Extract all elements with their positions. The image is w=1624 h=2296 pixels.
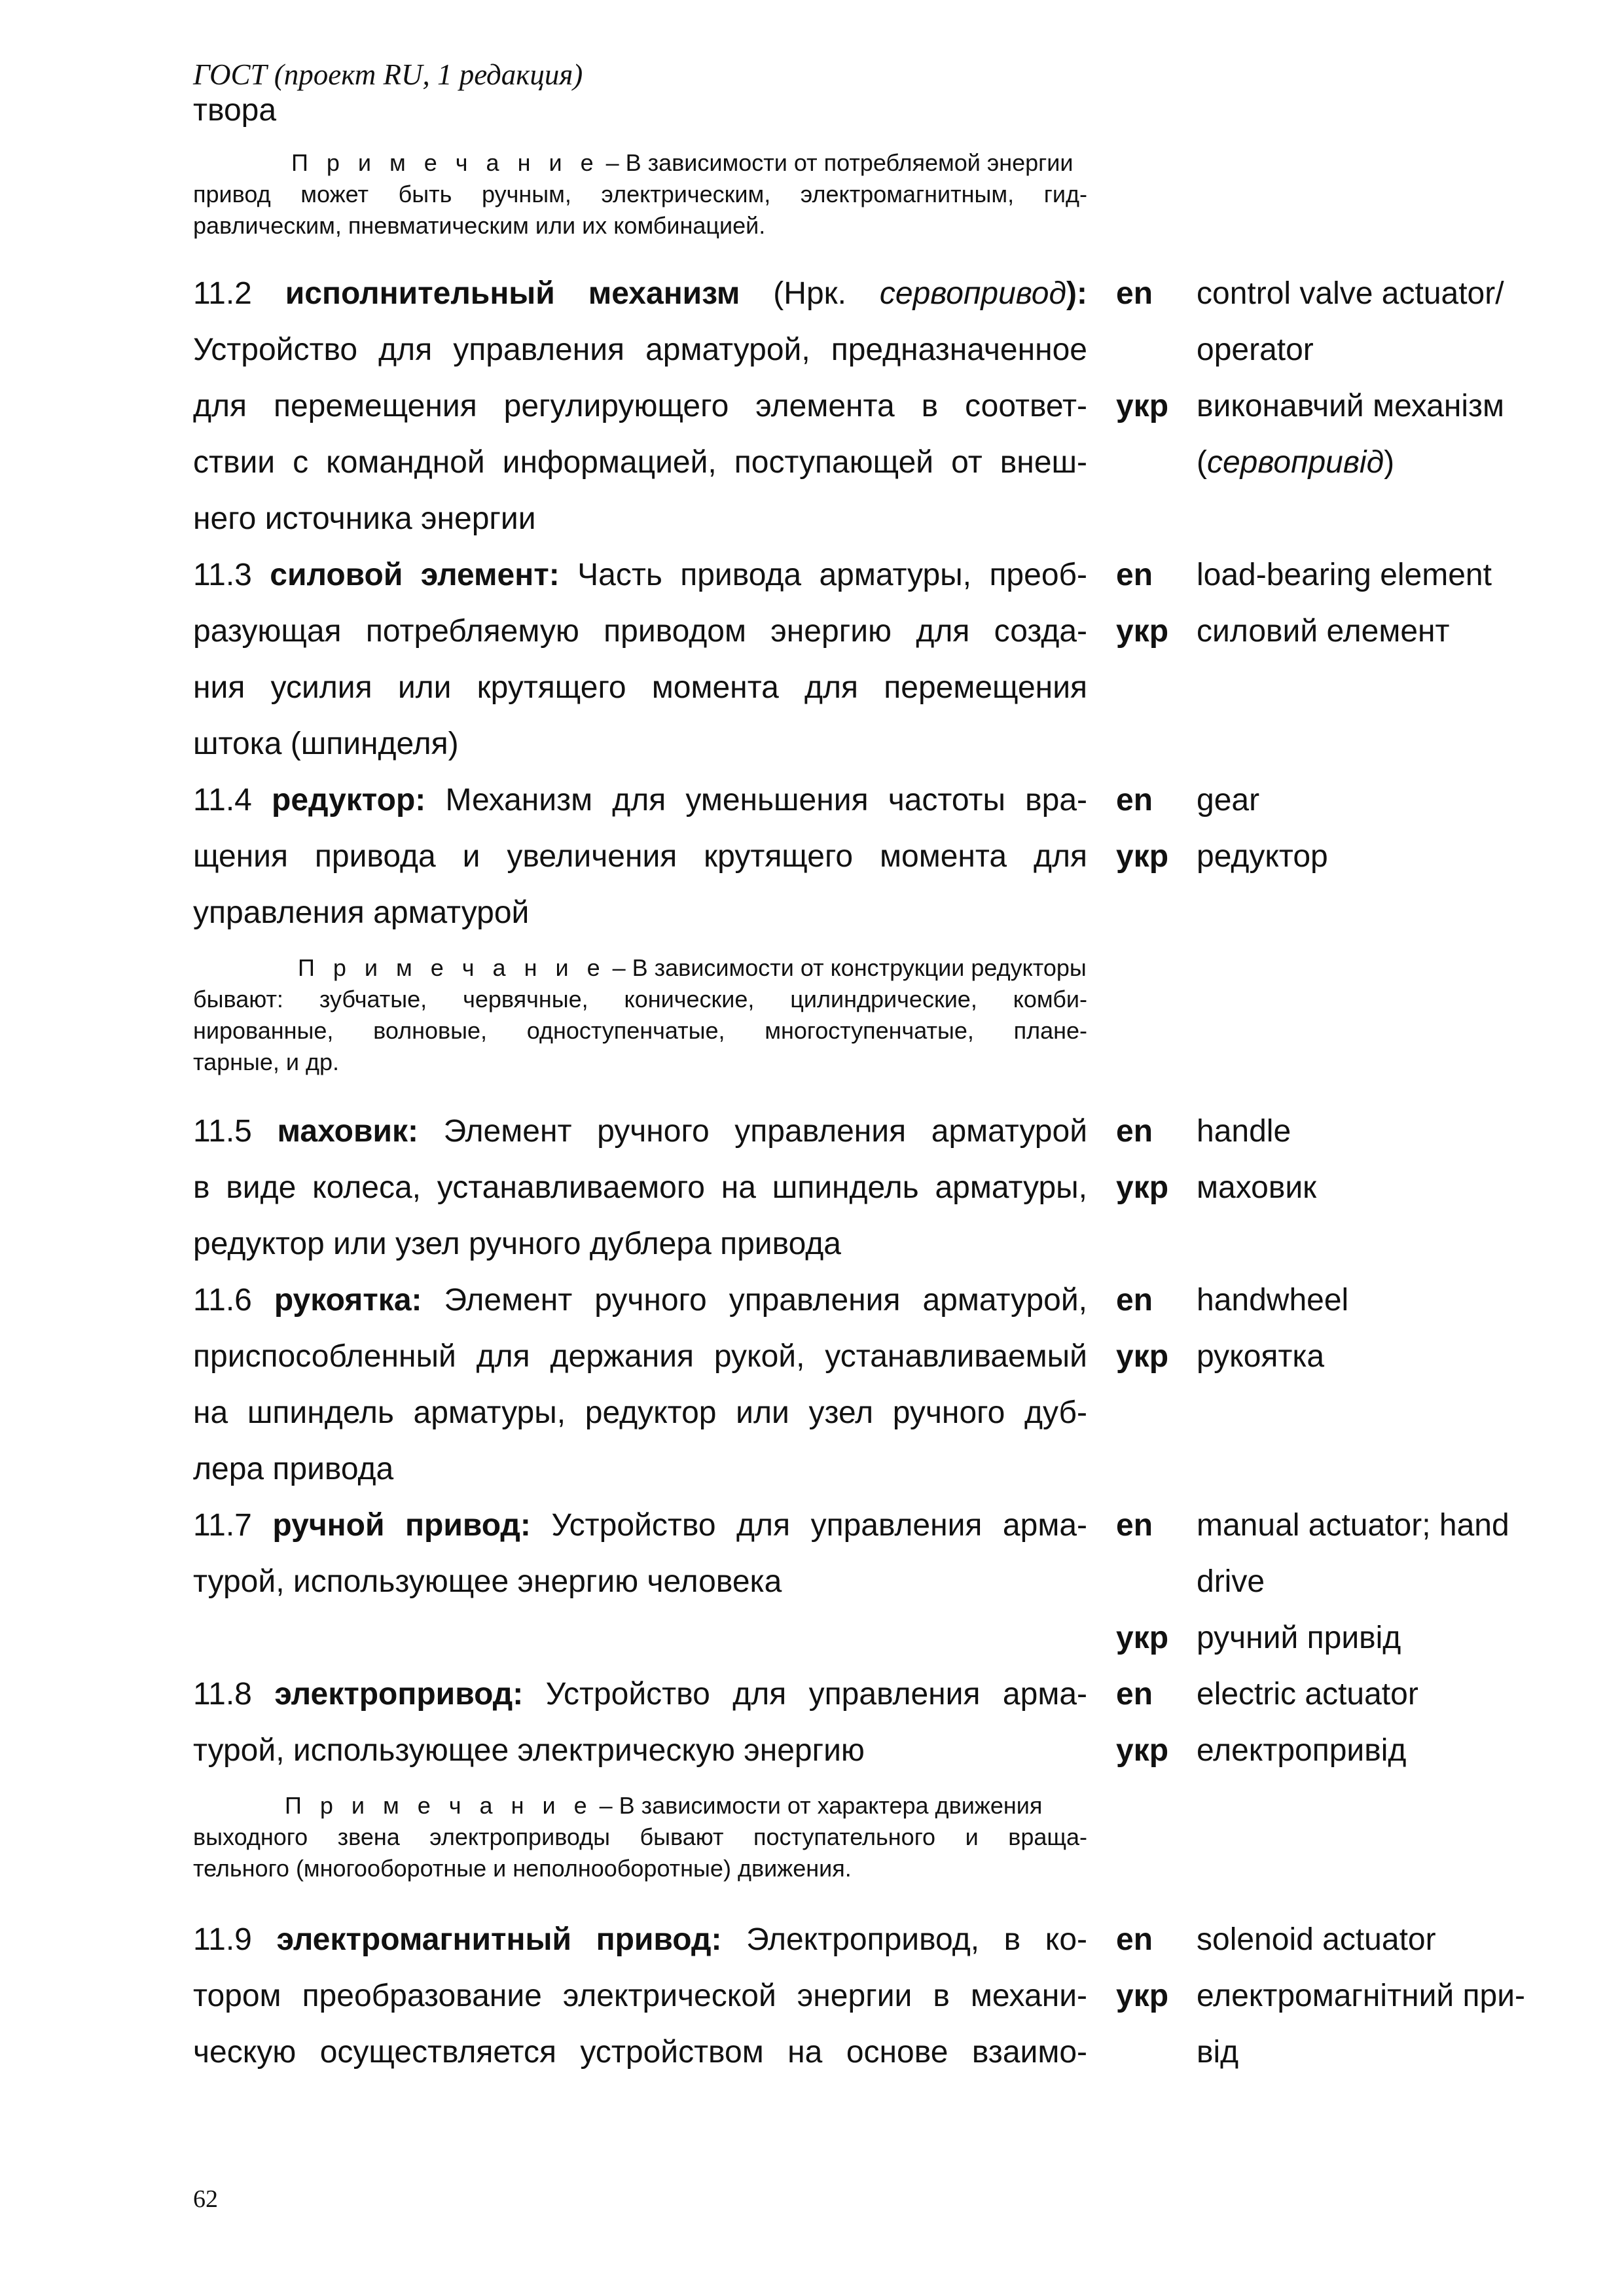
term-definition-line: 11.8 электропривод: Устройство для управления арма- (193, 1677, 1088, 1712)
term-definition-line: ческую осуществляется устройством на основе взаимо- (193, 2035, 1087, 2070)
ukrainian-equivalent: ручний привід (1197, 1621, 1401, 1655)
term-definition-line: разующая потребляемую приводом энергию для созда- (193, 614, 1087, 649)
term-definition-line: тором преобразование электрической энергии в механи- (193, 1979, 1087, 2013)
lang-label-ukr: укр (1116, 1339, 1169, 1374)
term-definition-line: на шпиндель арматуры, редуктор или узел ручного дуб- (193, 1395, 1087, 1430)
lang-label-ukr: укр (1116, 839, 1169, 874)
document-header: ГОСТ (проект RU, 1 редакция) (193, 58, 583, 91)
lang-label-ukr: укр (1116, 1979, 1169, 2013)
page-number: 62 (193, 2185, 218, 2213)
term-definition-line: лера привода (193, 1452, 394, 1486)
term-definition-line: штока (шпинделя) (193, 726, 459, 761)
term-number: 11.2 (193, 276, 285, 311)
term-definition-line: него источника энергии (193, 501, 536, 536)
ukrainian-equivalent: силовий елемент (1197, 614, 1450, 649)
term-number: 11.9 (193, 1922, 277, 1957)
lang-label-en: en (1116, 558, 1153, 592)
note-label: П р и м е ч а н и е (285, 1792, 593, 1819)
english-equivalent: electric actuator (1197, 1677, 1418, 1712)
english-equivalent: gear (1197, 783, 1260, 817)
term-definition-line: 11.6 рукоятка: Элемент ручного управления арматурой, (193, 1283, 1087, 1318)
term-name: маховик: (277, 1114, 418, 1149)
english-equivalent: drive (1197, 1564, 1265, 1599)
term-name: рукоятка: (274, 1283, 422, 1318)
ukrainian-equivalent: редуктор (1197, 839, 1328, 874)
term-definition-line: приспособленный для держания рукой, устанавливаемый (193, 1339, 1087, 1374)
note-line: выходного звена электроприводы бывают поступательного и враща- (193, 1823, 1087, 1850)
term-definition-line: редуктор или узел ручного дублера привода (193, 1227, 841, 1261)
note-line: равлическим, пневматическим или их комбинацией. (193, 212, 766, 239)
term-definition-line: турой, использующее энергию человека (193, 1564, 782, 1599)
english-equivalent: load-bearing element (1197, 558, 1492, 592)
term-definition-line: турой, использующее электрическую энергию (193, 1733, 865, 1768)
lang-label-en: en (1116, 1114, 1153, 1149)
term-number: 11.3 (193, 558, 270, 592)
term-definition-line: для перемещения регулирующего элемента в соответ- (193, 389, 1087, 423)
note-line: бывают: зубчатые, червячные, конические, цилиндрические, комби- (193, 986, 1087, 1013)
term-name: ручной привод: (272, 1508, 531, 1543)
term-number: 11.5 (193, 1114, 278, 1149)
ukrainian-equivalent: (сервопривід) (1197, 445, 1395, 480)
note-label: П р и м е ч а н и е (298, 954, 606, 981)
term-definition-line: 11.7 ручной привод: Устройство для управления арма- (193, 1508, 1087, 1543)
term-definition-line: ния усилия или крутящего момента для перемещения (193, 670, 1087, 705)
lang-label-ukr: укр (1116, 389, 1169, 423)
lang-label-en: en (1116, 1508, 1153, 1543)
term-definition-line: 11.3 силовой элемент: Часть привода арматуры, преоб- (193, 558, 1087, 592)
term-definition-line: 11.2 исполнительный механизм (Нрк. сервопривод): (193, 276, 1087, 311)
continued-text: твора (193, 93, 277, 128)
english-equivalent: handle (1197, 1114, 1291, 1149)
lang-label-en: en (1116, 276, 1153, 311)
term-definition-line: 11.9 электромагнитный привод: Электропривод, в ко- (193, 1922, 1088, 1957)
english-equivalent: solenoid actuator (1197, 1922, 1436, 1957)
english-equivalent: manual actuator; hand (1197, 1508, 1509, 1543)
term-definition-line: в виде колеса, устанавливаемого на шпиндель арматуры, (193, 1170, 1087, 1205)
term-number: 11.6 (193, 1283, 274, 1318)
term-name: редуктор: (272, 783, 426, 817)
lang-label-ukr: укр (1116, 1170, 1169, 1205)
lang-label-en: en (1116, 1283, 1153, 1318)
note-line: привод может быть ручным, электрическим, электромагнитным, гид- (193, 181, 1087, 207)
english-equivalent: control valve actuator/ (1197, 276, 1504, 311)
term-number: 11.8 (193, 1677, 275, 1712)
note-line: П р и м е ч а н и е – В зависимости от потребляемой энергии (291, 149, 1074, 176)
term-definition-line: 11.5 маховик: Элемент ручного управления арматурой (193, 1114, 1088, 1149)
term-name: электропривод: (274, 1677, 524, 1712)
term-number: 11.4 (193, 783, 272, 817)
note-label: П р и м е ч а н и е (291, 149, 600, 176)
ukrainian-equivalent: електромагнітний при- (1197, 1979, 1526, 2013)
note-line: П р и м е ч а н и е – В зависимости от конструкции редукторы (298, 954, 1087, 981)
note-line: тарные, и др. (193, 1049, 340, 1075)
ukrainian-equivalent: від (1197, 2035, 1239, 2070)
note-line: тельного (многооборотные и неполнооборотные) движения. (193, 1855, 852, 1882)
lang-label-en: en (1116, 783, 1153, 817)
ukrainian-equivalent: електропривід (1197, 1733, 1407, 1768)
ukrainian-equivalent: рукоятка (1197, 1339, 1325, 1374)
term-definition-line: Устройство для управления арматурой, предназначенное (193, 332, 1087, 367)
term-definition-line: ствии с командной информацией, поступающей от внеш- (193, 445, 1087, 480)
term-synonym: сервопривод (879, 276, 1067, 311)
note-line: П р и м е ч а н и е – В зависимости от характера движения (285, 1792, 1043, 1819)
term-name: исполнительный механизм (285, 276, 740, 311)
ukrainian-equivalent: маховик (1197, 1170, 1317, 1205)
term-definition-line: щения привода и увеличения крутящего момента для (193, 839, 1087, 874)
term-name: силовой элемент: (270, 558, 560, 592)
lang-label-ukr: укр (1116, 614, 1169, 649)
lang-label-ukr: укр (1116, 1733, 1169, 1768)
term-number: 11.7 (193, 1508, 273, 1543)
term-definition-line: 11.4 редуктор: Механизм для уменьшения частоты вра- (193, 783, 1087, 817)
lang-label-ukr: укр (1116, 1621, 1169, 1655)
english-equivalent: handwheel (1197, 1283, 1349, 1318)
term-name: электромагнитный привод: (276, 1922, 722, 1957)
lang-label-en: en (1116, 1922, 1153, 1957)
term-definition-line: управления арматурой (193, 895, 530, 930)
lang-label-en: en (1116, 1677, 1153, 1712)
ukrainian-equivalent: виконавчий механізм (1197, 389, 1505, 423)
note-line: нированные, волновые, одноступенчатые, многоступенчатые, плане- (193, 1017, 1087, 1044)
english-equivalent: operator (1197, 332, 1314, 367)
